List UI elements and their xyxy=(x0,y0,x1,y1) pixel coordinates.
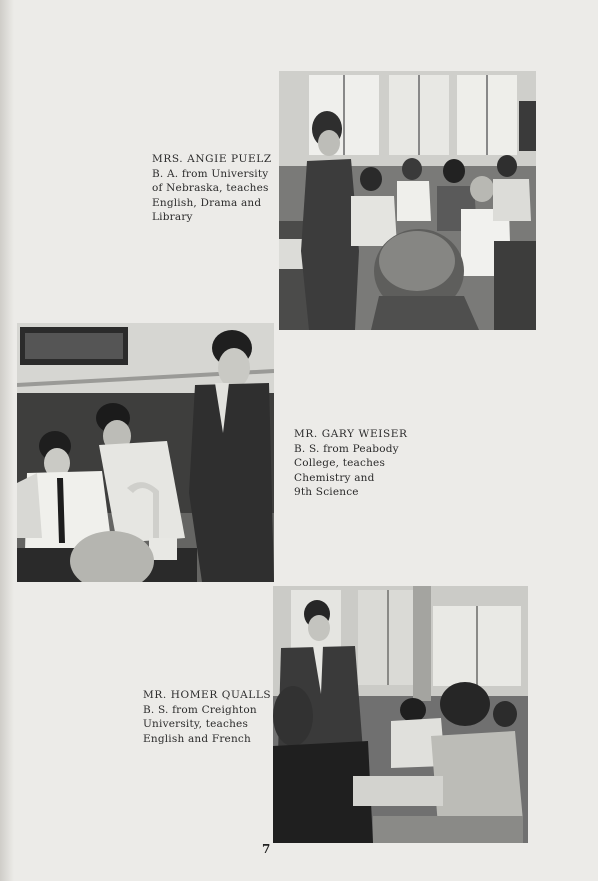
teacher-name: MRS. ANGIE PUELZ xyxy=(152,153,272,165)
teacher-detail-line: Chemistry and xyxy=(294,471,375,484)
photo-puelz-classroom xyxy=(279,71,536,330)
teacher-detail-line: of Nebraska, teaches xyxy=(152,182,269,194)
photo-qualls-classroom xyxy=(273,586,528,843)
teacher-detail-line: Library xyxy=(152,211,193,223)
teacher-detail-line: University, teaches xyxy=(143,718,249,730)
teacher-detail-line: English, Drama and xyxy=(152,196,262,209)
teacher-detail-line: B. S. from Creighton xyxy=(143,703,257,716)
teacher-name: MR. GARY WEISER xyxy=(294,428,408,440)
page-number: 7 xyxy=(262,842,271,856)
caption-qualls xyxy=(143,688,271,746)
page-binding-edge xyxy=(0,0,14,881)
caption-weiser xyxy=(294,427,408,500)
teacher-detail-line: 9th Science xyxy=(294,486,359,498)
teacher-detail-line: B. S. from Peabody xyxy=(294,442,399,455)
teacher-detail-line: College, teaches xyxy=(294,457,386,469)
teacher-detail-line: B. A. from University xyxy=(152,167,269,180)
teacher-detail-line: English and French xyxy=(143,732,251,745)
photo-weiser-lab xyxy=(17,323,274,582)
caption-puelz xyxy=(152,152,272,225)
teacher-name: MR. HOMER QUALLS xyxy=(143,689,272,701)
